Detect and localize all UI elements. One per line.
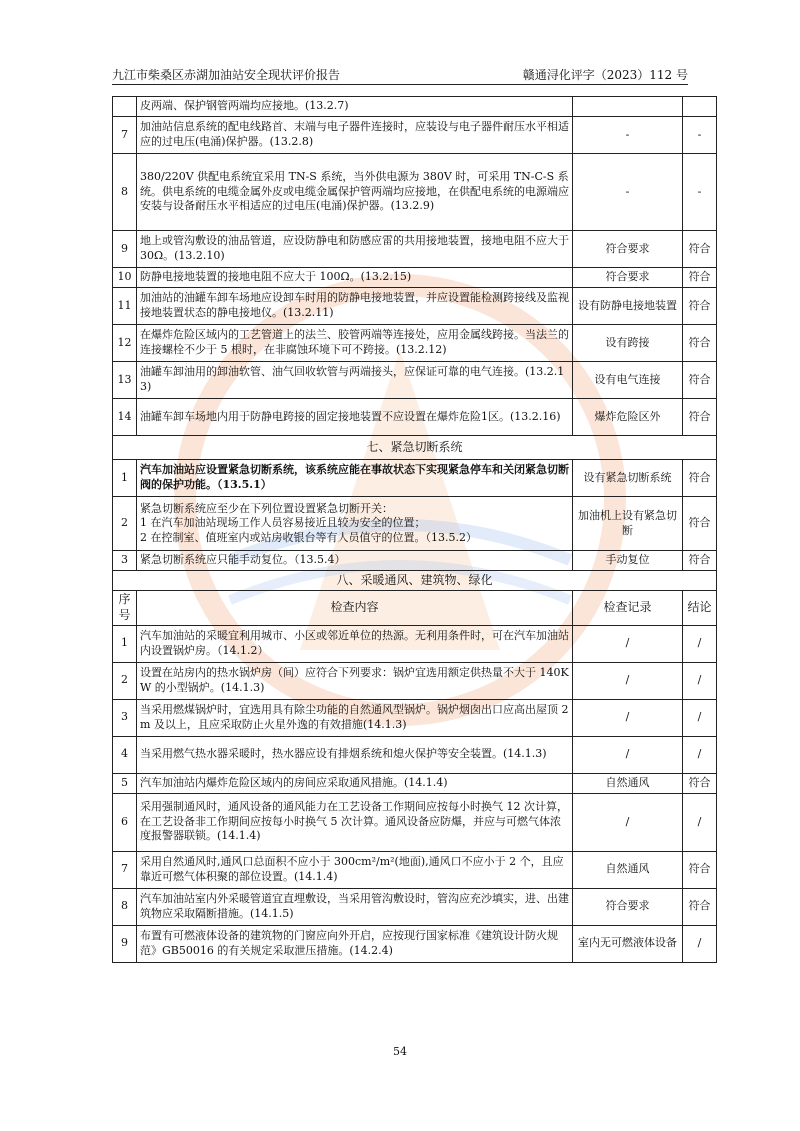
table-row bbox=[113, 551, 717, 571]
row-check-content: 紧急切断系统应至少在下列位置设置紧急切断开关： 1 在汽车加油站现场工作人员容易接近且较为安全的位置； 2 在控制室、值班室内或站房收银台等有人员值守的位置。（13.5.2） bbox=[137, 497, 573, 551]
table-body-heating-ventilation bbox=[113, 625, 717, 962]
row-number: 2 bbox=[113, 497, 137, 551]
row-conclusion: 符合 bbox=[683, 325, 717, 362]
row-check-record: 符合要求 bbox=[573, 268, 683, 288]
row-check-content: 设置在站房内的热水锅炉房（间）应符合下列要求：锅炉宜选用额定供热量不大于 140KW 的小型锅炉。(14.1.3) bbox=[137, 662, 573, 699]
row-check-record: 设有电气连接 bbox=[573, 362, 683, 399]
section-heading-emergency-cutoff: 七、紧急切断系统 bbox=[113, 436, 717, 460]
row-number: 8 bbox=[113, 888, 137, 925]
table-row bbox=[113, 117, 717, 154]
table-row bbox=[113, 460, 717, 497]
table-row bbox=[113, 888, 717, 925]
row-number: 8 bbox=[113, 154, 137, 231]
row-check-record: / bbox=[573, 625, 683, 662]
row-check-record: 符合要求 bbox=[573, 888, 683, 925]
row-conclusion: - bbox=[683, 117, 717, 154]
row-check-content: 汽车加油站应设置紧急切断系统，该系统应能在事故状态下实现紧急停车和关闭紧急切断阀的保护功能。（13.5.1） bbox=[137, 460, 573, 497]
table-row bbox=[113, 268, 717, 288]
row-conclusion: / bbox=[683, 925, 717, 962]
row-conclusion: 符合 bbox=[683, 460, 717, 497]
table-body-emergency-cutoff bbox=[113, 460, 717, 571]
table-section-8 bbox=[113, 571, 717, 626]
column-header-content: 检查内容 bbox=[137, 591, 573, 626]
column-header-row bbox=[113, 591, 717, 626]
row-number: 3 bbox=[113, 551, 137, 571]
row-check-record: 室内无可燃液体设备 bbox=[573, 925, 683, 962]
row-number: 3 bbox=[113, 699, 137, 736]
column-header-no: 序号 bbox=[113, 591, 137, 626]
row-number: 7 bbox=[113, 851, 137, 888]
table-row bbox=[113, 97, 717, 117]
page-header bbox=[112, 64, 688, 85]
row-check-content: 汽车加油站的采暖宜利用城市、小区或邻近单位的热源。无利用条件时，可在汽车加油站内设置锅炉房。（14.1.2） bbox=[137, 625, 573, 662]
row-conclusion: 符合 bbox=[683, 773, 717, 793]
row-check-content: 布置有可燃液体设备的建筑物的门窗应向外开启，应按现行国家标准《建筑设计防火规范》GB50016 的有关规定采取泄压措施。(14.2.4) bbox=[137, 925, 573, 962]
row-number bbox=[113, 97, 137, 117]
table-row bbox=[113, 362, 717, 399]
inspection-table bbox=[112, 96, 717, 963]
row-check-content: 在爆炸危险区域内的工艺管道上的法兰、胶管两端等连接处，应用金属线跨接。当法兰的连接螺栓不少于 5 根时，在非腐蚀环境下可不跨接。(13.2.12) bbox=[137, 325, 573, 362]
row-check-content: 紧急切断系统应只能手动复位。（13.5.4） bbox=[137, 551, 573, 571]
row-number: 1 bbox=[113, 460, 137, 497]
row-conclusion: - bbox=[683, 154, 717, 231]
row-check-content: 油罐车卸油用的卸油软管、油气回收软管与两端接头，应保证可靠的电气连接。(13.2.13) bbox=[137, 362, 573, 399]
row-check-record: / bbox=[573, 662, 683, 699]
row-conclusion: 符合 bbox=[683, 851, 717, 888]
row-check-record: 设有防静电接地装置 bbox=[573, 288, 683, 325]
row-conclusion: 符合 bbox=[683, 362, 717, 399]
row-conclusion bbox=[683, 97, 717, 117]
row-number: 5 bbox=[113, 773, 137, 793]
row-number: 7 bbox=[113, 117, 137, 154]
table-row bbox=[113, 288, 717, 325]
row-check-content: 采用强制通风时，通风设备的通风能力在工艺设备工作期间应按每小时换气 12 次计算，在工艺设备非工作期间应按每小时换气 5 次计算。通风设备应防爆，并应与可燃气体浓度报警器联锁。(14.1.4) bbox=[137, 793, 573, 851]
section-heading-row bbox=[113, 436, 717, 460]
row-conclusion: 符合 bbox=[683, 231, 717, 268]
column-header-conclusion: 结论 bbox=[683, 591, 717, 626]
table-row bbox=[113, 662, 717, 699]
row-conclusion: / bbox=[683, 736, 717, 773]
row-check-record: 设有跨接 bbox=[573, 325, 683, 362]
row-check-record: 自然通风 bbox=[573, 773, 683, 793]
row-check-content: 加油站的油罐车卸车场地应设卸车时用的防静电接地装置，并应设置能检测跨接线及监视接地装置状态的静电接地仪。(13.2.11) bbox=[137, 288, 573, 325]
row-check-content: 当采用燃气热水器采暖时，热水器应设有排烟系统和熄火保护等安全装置。(14.1.3) bbox=[137, 736, 573, 773]
row-check-content: 加油站信息系统的配电线路首、末端与电子器件连接时，应装设与电子器件耐压水平相适应的过电压(电涌)保护器。(13.2.8) bbox=[137, 117, 573, 154]
table-row bbox=[113, 793, 717, 851]
row-check-record: 符合要求 bbox=[573, 231, 683, 268]
table-row bbox=[113, 154, 717, 231]
row-check-content: 汽车加油站室内外采暖管道宜直埋敷设，当采用管沟敷设时，管沟应充沙填实，进、出建筑物应采取隔断措施。(14.1.5) bbox=[137, 888, 573, 925]
row-conclusion: / bbox=[683, 662, 717, 699]
row-check-content: 皮两端、保护钢管两端均应接地。(13.2.7) bbox=[137, 97, 573, 117]
row-number: 9 bbox=[113, 925, 137, 962]
table-row bbox=[113, 736, 717, 773]
row-check-record: - bbox=[573, 117, 683, 154]
row-number: 14 bbox=[113, 399, 137, 436]
table-row bbox=[113, 325, 717, 362]
row-check-record: / bbox=[573, 736, 683, 773]
row-check-record: 自然通风 bbox=[573, 851, 683, 888]
header-document-number: 赣通浔化评字（2023）112 号 bbox=[522, 68, 688, 82]
table-section-7 bbox=[113, 436, 717, 460]
row-check-record: 加油机上设有紧急切断 bbox=[573, 497, 683, 551]
row-number: 6 bbox=[113, 793, 137, 851]
row-conclusion: 符合 bbox=[683, 268, 717, 288]
table-row bbox=[113, 399, 717, 436]
table-row bbox=[113, 231, 717, 268]
row-conclusion: 符合 bbox=[683, 497, 717, 551]
table-row bbox=[113, 625, 717, 662]
row-check-record bbox=[573, 97, 683, 117]
table-row bbox=[113, 925, 717, 962]
row-conclusion: / bbox=[683, 793, 717, 851]
row-check-content: 防静电接地装置的接地电阻不应大于 100Ω。(13.2.15) bbox=[137, 268, 573, 288]
row-check-record: 手动复位 bbox=[573, 551, 683, 571]
section-heading-heating-ventilation: 八、采暖通风、建筑物、绿化 bbox=[113, 571, 717, 591]
row-conclusion: 符合 bbox=[683, 399, 717, 436]
row-check-content: 油罐车卸车场地内用于防静电跨接的固定接地装置不应设置在爆炸危险1区。(13.2.16) bbox=[137, 399, 573, 436]
row-check-record: 爆炸危险区外 bbox=[573, 399, 683, 436]
row-number: 2 bbox=[113, 662, 137, 699]
page-number: 54 bbox=[393, 1045, 407, 1058]
row-number: 11 bbox=[113, 288, 137, 325]
row-number: 1 bbox=[113, 625, 137, 662]
table-row bbox=[113, 699, 717, 736]
column-header-record: 检查记录 bbox=[573, 591, 683, 626]
row-check-content: 380/220V 供配电系统宜采用 TN-S 系统，当外供电源为 380V 时，可采用 TN-C-S 系统。供电系统的电缆金属外皮或电缆金属保护管两端均应接地，在供配电系统的电源端应安装与设备耐压水平相适应的过电压(电涌)保护器。(13.2.9) bbox=[137, 154, 573, 231]
row-check-content: 采用自然通风时,通风口总面积不应小于 300cm²/m²(地面),通风口不应小于 2 个，且应靠近可燃气体积聚的部位设置。(14.1.4) bbox=[137, 851, 573, 888]
row-check-record: 设有紧急切断系统 bbox=[573, 460, 683, 497]
row-check-content: 地上或管沟敷设的油品管道，应设防静电和防感应雷的共用接地装置，接地电阻不应大于 30Ω。(13.2.10) bbox=[137, 231, 573, 268]
row-number: 12 bbox=[113, 325, 137, 362]
row-conclusion: 符合 bbox=[683, 288, 717, 325]
row-conclusion: / bbox=[683, 699, 717, 736]
row-number: 13 bbox=[113, 362, 137, 399]
row-check-record: / bbox=[573, 699, 683, 736]
table-row bbox=[113, 497, 717, 551]
row-number: 4 bbox=[113, 736, 137, 773]
row-check-record: - bbox=[573, 154, 683, 231]
table-row bbox=[113, 851, 717, 888]
row-check-record: / bbox=[573, 793, 683, 851]
row-number: 9 bbox=[113, 231, 137, 268]
header-report-title: 九江市柴桑区赤湖加油站安全现状评价报告 bbox=[112, 68, 341, 82]
section-heading-row bbox=[113, 571, 717, 591]
row-conclusion: / bbox=[683, 625, 717, 662]
row-conclusion: 符合 bbox=[683, 551, 717, 571]
row-conclusion: 符合 bbox=[683, 888, 717, 925]
table-body-lightning bbox=[113, 97, 717, 436]
row-number: 10 bbox=[113, 268, 137, 288]
row-check-content: 当采用燃煤锅炉时，宜选用具有除尘功能的自然通风型锅炉。锅炉烟囱出口应高出屋顶 2m 及以上，且应采取防止火星外逸的有效措施(14.1.3) bbox=[137, 699, 573, 736]
table-row bbox=[113, 773, 717, 793]
row-check-content: 汽车加油站内爆炸危险区域内的房间应采取通风措施。(14.1.4) bbox=[137, 773, 573, 793]
